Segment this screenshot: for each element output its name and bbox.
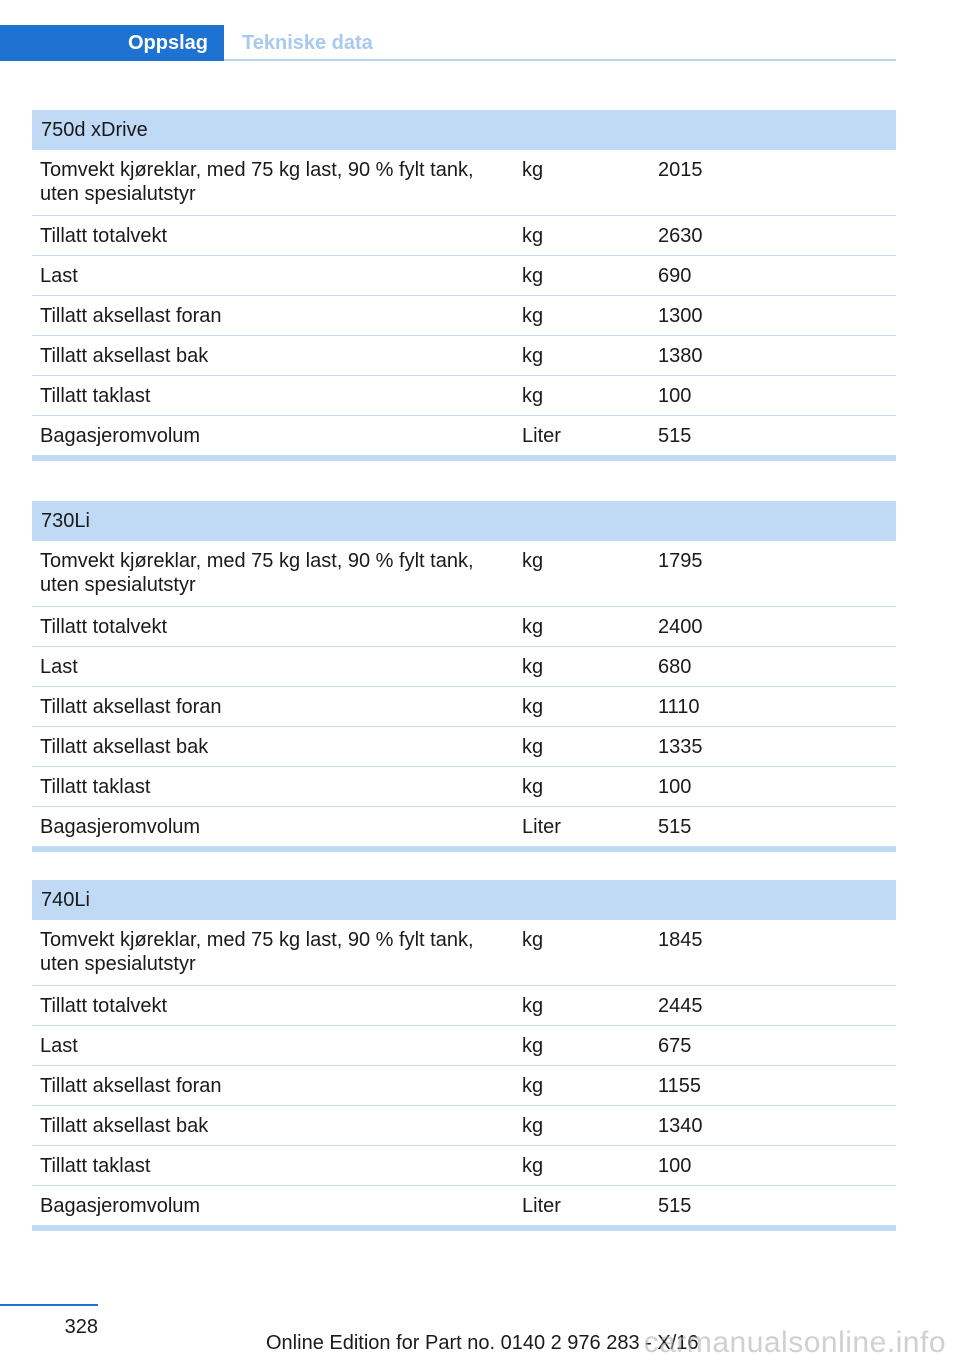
table-row [32, 1066, 896, 1106]
row-value: 675 [650, 1026, 896, 1066]
page-number-rule [0, 1304, 98, 1306]
tab-oppslag[interactable]: Oppslag [0, 25, 224, 61]
row-value: 1110 [650, 687, 896, 727]
row-unit: kg [514, 986, 650, 1026]
row-label: Tillatt aksellast bak [32, 727, 514, 767]
table-row [32, 336, 896, 376]
row-value: 100 [650, 376, 896, 416]
table-row [32, 607, 896, 647]
watermark: carmanualsonline.info [643, 1326, 946, 1359]
row-value: 1340 [650, 1106, 896, 1146]
table-row [32, 1106, 896, 1146]
row-label: Tillatt totalvekt [32, 986, 514, 1026]
row-label: Bagasjeromvolum [32, 416, 514, 456]
row-label: Last [32, 1026, 514, 1066]
row-value: 515 [650, 1186, 896, 1226]
row-value: 1795 [658, 550, 703, 572]
row-value: 1845 [658, 929, 703, 951]
row-value: 2400 [650, 607, 896, 647]
table-row [32, 920, 896, 986]
table-row [32, 296, 896, 336]
table-row [32, 416, 896, 456]
row-label: Bagasjeromvolum [32, 1186, 514, 1226]
row-unit: kg [522, 929, 544, 951]
row-unit: kg [514, 1026, 650, 1066]
table-end-divider [32, 456, 896, 462]
row-value: 1155 [650, 1066, 896, 1106]
row-label: Tillatt taklast [32, 1146, 514, 1186]
row-unit: kg [522, 159, 544, 181]
row-label: Tillatt aksellast foran [32, 296, 514, 336]
row-unit: kg [514, 647, 650, 687]
row-unit: kg [514, 216, 650, 256]
page-number: 328 [64, 1316, 98, 1338]
row-unit: kg [514, 767, 650, 807]
table-model-title: 730Li [32, 501, 896, 541]
row-value: 2445 [650, 986, 896, 1026]
row-label: Tillatt totalvekt [32, 216, 514, 256]
row-unit: kg [514, 727, 650, 767]
row-unit: Liter [514, 416, 650, 456]
header-bar [0, 25, 896, 61]
table-row [32, 1026, 896, 1066]
table-model-title: 740Li [32, 880, 896, 920]
row-label: Tomvekt kjøreklar, med 75 kg last, 90 % fylt tank, uten spesialutstyr [40, 550, 474, 596]
row-label: Tillatt aksellast foran [32, 687, 514, 727]
row-label: Tillatt taklast [32, 767, 514, 807]
spec-table-730li [32, 501, 896, 852]
row-value: 515 [650, 807, 896, 847]
table-row [32, 727, 896, 767]
row-value: 2630 [650, 216, 896, 256]
row-unit: Liter [514, 1186, 650, 1226]
table-row [32, 256, 896, 296]
row-unit: kg [514, 1106, 650, 1146]
table-model-title: 750d xDrive [32, 110, 896, 150]
row-value: 100 [650, 767, 896, 807]
tab-tekniske-data[interactable]: Tekniske data [242, 32, 373, 54]
row-label: Last [32, 647, 514, 687]
row-value: 690 [650, 256, 896, 296]
row-value: 1380 [650, 336, 896, 376]
row-value: 100 [650, 1146, 896, 1186]
row-label: Tillatt totalvekt [32, 607, 514, 647]
row-value: 1300 [650, 296, 896, 336]
table-row [32, 150, 896, 216]
table-row [32, 986, 896, 1026]
row-unit: kg [514, 607, 650, 647]
row-label: Tillatt taklast [32, 376, 514, 416]
edition-footer: Online Edition for Part no. 0140 2 976 283 - X/16 [266, 1332, 699, 1354]
row-value: 680 [650, 647, 896, 687]
row-unit: kg [514, 376, 650, 416]
row-label: Tillatt aksellast foran [32, 1066, 514, 1106]
table-row [32, 376, 896, 416]
row-label: Bagasjeromvolum [32, 807, 514, 847]
row-unit: kg [514, 687, 650, 727]
row-unit: kg [514, 1146, 650, 1186]
table-end-divider [32, 1226, 896, 1232]
row-unit: kg [514, 336, 650, 376]
row-value: 2015 [658, 159, 703, 181]
spec-table-750d-xdrive [32, 110, 896, 461]
row-label: Tillatt aksellast bak [32, 336, 514, 376]
table-row [32, 647, 896, 687]
table-row [32, 687, 896, 727]
spec-table-740li [32, 880, 896, 1231]
table-row [32, 767, 896, 807]
row-label: Tillatt aksellast bak [32, 1106, 514, 1146]
row-unit: kg [514, 296, 650, 336]
table-row [32, 216, 896, 256]
row-label: Last [32, 256, 514, 296]
row-unit: Liter [514, 807, 650, 847]
table-end-divider [32, 847, 896, 853]
row-value: 1335 [650, 727, 896, 767]
table-row [32, 807, 896, 847]
row-label: Tomvekt kjøreklar, med 75 kg last, 90 % fylt tank, uten spesialutstyr [40, 159, 474, 205]
table-row [32, 1146, 896, 1186]
row-unit: kg [514, 256, 650, 296]
row-value: 515 [650, 416, 896, 456]
table-row [32, 1186, 896, 1226]
row-unit: kg [522, 550, 544, 572]
row-unit: kg [514, 1066, 650, 1106]
row-label: Tomvekt kjøreklar, med 75 kg last, 90 % fylt tank, uten spesialutstyr [40, 929, 474, 975]
table-row [32, 541, 896, 607]
